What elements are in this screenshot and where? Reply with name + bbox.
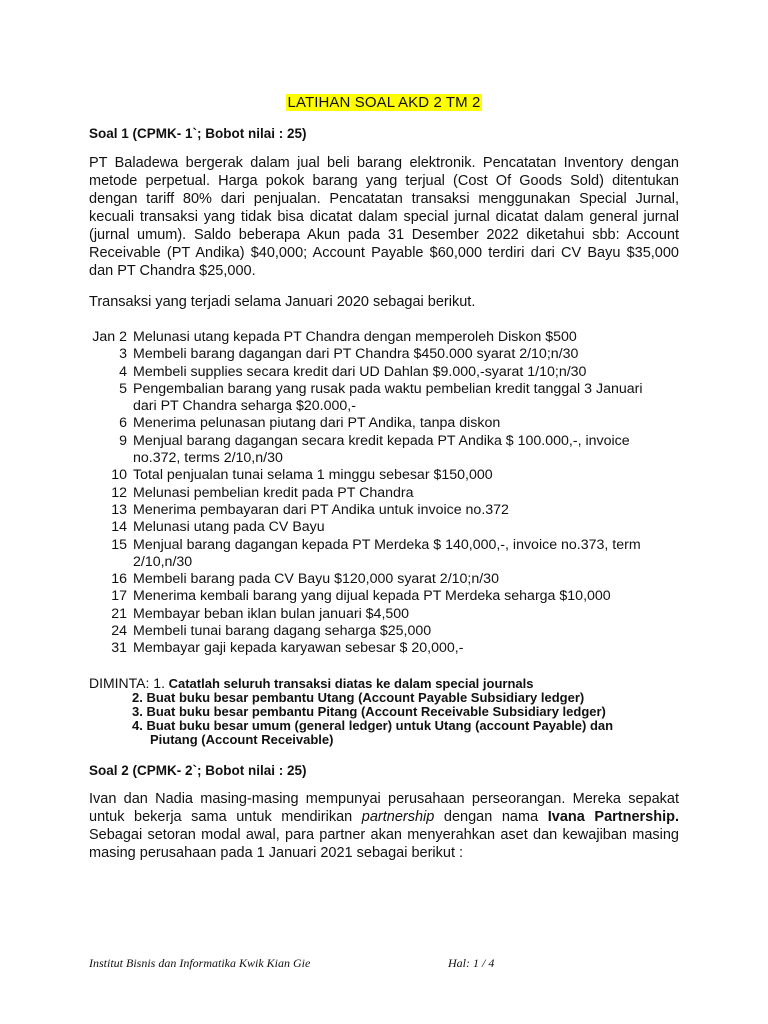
- soal2-paragraph: [89, 790, 679, 862]
- transaction-date: 17: [111, 588, 127, 605]
- transaction-text: Membeli barang pada CV Bayu $120,000 syarat 2/10;n/30: [133, 571, 499, 588]
- transaction-date: Jan 2: [92, 329, 127, 345]
- transaction-date: 12: [111, 484, 127, 501]
- transaction-text: Melunasi pembelian kredit pada PT Chandra: [133, 484, 414, 501]
- transaction-text: Membayar gaji kepada karyawan sebesar $ 20,000,-: [133, 640, 464, 657]
- transaction-date: 13: [111, 501, 127, 518]
- transaction-row: [89, 554, 689, 571]
- diminta-block: [89, 676, 689, 747]
- transaction-date: [89, 450, 133, 467]
- transaction-row: [89, 381, 689, 398]
- transaction-text: no.372, terms 2/10,n/30: [133, 450, 283, 467]
- transaction-row: [89, 519, 689, 536]
- transaction-text: Membeli supplies secara kredit dari UD Dahlan $9.000,-syarat 1/10;n/30: [133, 363, 587, 380]
- transaction-row: [89, 346, 689, 363]
- transaction-text: Melunasi utang pada CV Bayu: [133, 519, 325, 536]
- transaction-date: 31: [111, 640, 127, 657]
- transaction-text: Menerima pembayaran dari PT Andika untuk invoice no.372: [133, 501, 509, 518]
- transaction-row: [89, 415, 689, 432]
- transaction-text: Pengembalian barang yang rusak pada waktu pembelian kredit tanggal 3 Januari: [133, 380, 643, 397]
- transaction-date: [89, 554, 133, 571]
- diminta-label: DIMINTA: 1.: [89, 675, 165, 691]
- transaction-row: [89, 502, 689, 519]
- transaction-row: [89, 571, 689, 588]
- soal1-heading: Soal 1 (CPMK- 1`; Bobot nilai : 25): [89, 126, 307, 141]
- transaction-text: Menjual barang dagangan secara kredit kepada PT Andika $ 100.000,-, invoice: [133, 432, 630, 449]
- transaction-row: [89, 606, 689, 623]
- transaction-row: [89, 640, 689, 657]
- transaction-text: Menerima pelunasan piutang dari PT Andika, tanpa diskon: [133, 415, 501, 432]
- transaction-date: 14: [111, 519, 127, 536]
- diminta-item: 2. Buat buku besar pembantu Utang (Account Payable Subsidiary ledger): [132, 690, 585, 705]
- soal2-text: Ivan dan Nadia masing-masing mempunyai perusahaan perseorangan. Mereka sepakat untuk bekerja sama untuk mendirikan: [89, 791, 679, 825]
- transaction-row: [89, 485, 689, 502]
- diminta-item: 3. Buat buku besar pembantu Pitang (Account Receivable Subsidiary ledger): [132, 704, 606, 719]
- transaction-date: 5: [119, 380, 127, 397]
- title-wrap: [89, 94, 679, 112]
- transaction-date: 24: [111, 623, 127, 640]
- transaction-row: [89, 364, 689, 381]
- transaction-text: Membeli tunai barang dagang seharga $25,000: [133, 623, 432, 640]
- transaction-date: 4: [119, 363, 127, 380]
- transaction-row: [89, 433, 689, 450]
- transaction-text: Menerima kembali barang yang dijual kepada PT Merdeka seharga $10,000: [133, 588, 611, 605]
- footer-institution: Institut Bisnis dan Informatika Kwik Kian Gie: [89, 956, 311, 970]
- transaction-date: 9: [119, 432, 127, 449]
- soal2-text: dengan nama: [434, 809, 548, 825]
- transaction-row: [89, 450, 689, 467]
- transaction-date: 10: [111, 467, 127, 484]
- transaction-text: Total penjualan tunai selama 1 minggu sebesar $150,000: [133, 467, 493, 484]
- transaction-list: [89, 329, 689, 658]
- transactions-intro: Transaksi yang terjadi selama Januari 2020 sebagai berikut.: [89, 294, 476, 310]
- transaction-text: Menjual barang dagangan kepada PT Merdeka $ 140,000,-, invoice no.373, term: [133, 536, 641, 553]
- soal2-text: Sebagai setoran modal awal, para partner akan menyerahkan aset dan kewajiban masing masing perusahaan pada 1 Januari 2021 sebagai berikut :: [89, 827, 679, 861]
- transaction-row: [89, 588, 689, 605]
- transaction-text: Membayar beban iklan bulan januari $4,500: [133, 605, 410, 622]
- transaction-row: [89, 537, 689, 554]
- diminta-item: Piutang (Account Receivable): [150, 732, 334, 747]
- transaction-row: [89, 329, 689, 346]
- transaction-date: 21: [111, 605, 127, 622]
- transaction-date: 16: [111, 571, 127, 588]
- transaction-row: [89, 398, 689, 415]
- transaction-date: 15: [111, 536, 127, 553]
- soal2-heading: Soal 2 (CPMK- 2`; Bobot nilai : 25): [89, 763, 307, 778]
- transaction-text: dari PT Chandra seharga $20.000,-: [133, 398, 356, 415]
- transaction-text: Membeli barang dagangan dari PT Chandra $450.000 syarat 2/10;n/30: [133, 346, 579, 363]
- page-title: LATIHAN SOAL AKD 2 TM 2: [287, 94, 481, 111]
- diminta-item: Catatlah seluruh transaksi diatas ke dalam special journals: [168, 676, 534, 691]
- transaction-text: Melunasi utang kepada PT Chandra dengan memperoleh Diskon $500: [133, 329, 577, 345]
- soal1-paragraph: PT Baladewa bergerak dalam jual beli barang elektronik. Pencatatan Inventory dengan metode perpetual. Harga pokok barang yang terjual (Cost Of Goods Sold) ditentukan dengan tariff 80% dari penjualan. Pencatatan transaksi menggunakan Special Jurnal, kecuali transaksi yang tidak bisa dicatat dalam special jurnal dicatat dalam general jurnal (jurnal umum). Saldo beberapa Akun pada 31 Desember 2022 diketahui sbb: Account Receivable (PT Andika) $40,000; Account Payable $60,000 terdiri dari CV Bayu $35,000 dan PT Chandra $25,000.: [89, 155, 679, 279]
- transaction-date: [89, 398, 133, 415]
- diminta-item: 4. Buat buku besar umum (general ledger) untuk Utang (account Payable) dan: [132, 718, 614, 733]
- soal2-bold: Ivana Partnership.: [547, 809, 679, 825]
- soal2-italic: partnership: [361, 809, 435, 825]
- transaction-row: [89, 467, 689, 484]
- transaction-row: [89, 623, 689, 640]
- transaction-date: 6: [119, 415, 127, 432]
- transaction-date: 3: [119, 346, 127, 363]
- footer-page-number: Hal: 1 / 4: [448, 956, 495, 970]
- transaction-text: 2/10,n/30: [133, 553, 193, 570]
